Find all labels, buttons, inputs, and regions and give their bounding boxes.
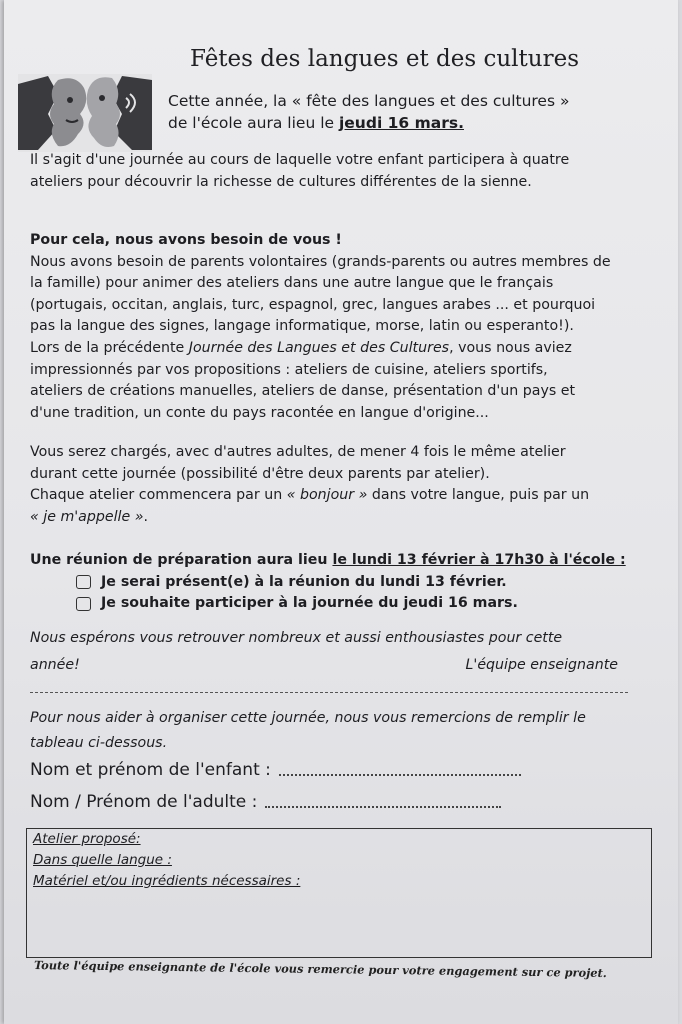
paragraph-line: Il s'agit d'une journée au cours de laquelle votre enfant participera à quatre (30, 152, 570, 168)
paragraph-line: Nous avons besoin de parents volontaires (grands-parents ou autres membres de (30, 253, 611, 270)
closing-line-2 (30, 652, 670, 679)
previous-prefix: Lors de la précédente (30, 339, 189, 356)
meeting-line (30, 550, 670, 572)
workshop-details-box[interactable] (26, 828, 652, 958)
paragraph-line: la famille) pour animer des ateliers dans une autre langue que le français (30, 275, 554, 292)
appelle-text: « je m'appelle » (30, 508, 144, 525)
closing-year: année! (30, 657, 80, 673)
event-date: jeudi 16 mars. (338, 114, 464, 132)
greeting-suffix: dans votre langue, puis par un (367, 487, 590, 504)
meeting-date: le lundi 13 février à 17h30 à l'école : (332, 552, 626, 568)
greeting-line (30, 485, 670, 507)
paragraph-line: pas la langue des signes, langage informatique, morse, latin ou esperanto!). (30, 318, 574, 335)
intro-line-2 (168, 112, 668, 134)
child-name-field[interactable] (30, 760, 521, 780)
closing-line-1: Nous espérons vous retrouver nombreux et aussi enthousiastes pour cette (30, 630, 563, 646)
intro-line-2-prefix: de l'école aura lieu le (168, 114, 339, 132)
form-intro (30, 706, 670, 756)
workshop-materials-label: Matériel et/ou ingrédients nécessaires : (33, 873, 301, 889)
paragraph-line: Vous serez chargés, avec d'autres adultes, de mener 4 fois le même atelier (30, 444, 566, 460)
paragraph-role (30, 442, 670, 528)
form-intro-line: Pour nous aider à organiser cette journée, nous vous remercions de remplir le (30, 710, 586, 726)
intro-line-1: Cette année, la « fête des langues et des cultures » (168, 92, 570, 110)
previous-event-line (30, 338, 670, 360)
appelle-end: . (143, 508, 148, 525)
paragraph-line: (portugais, occitan, anglais, turc, espagnol, grec, langues arabes ... et pourquoi (30, 296, 596, 313)
flyer-page (4, 0, 678, 1024)
bonjour-text: « bonjour » (286, 487, 368, 504)
meeting-prefix: Une réunion de préparation aura lieu (30, 552, 333, 568)
intro-block (168, 90, 668, 134)
paragraph-need (30, 230, 670, 424)
previous-event-title: Journée des Langues et des Cultures (188, 339, 450, 356)
footer-thanks: Toute l'équipe enseignante de l'école vous remercie pour votre engagement sur ce projet. (33, 958, 607, 980)
paragraph-line: durant cette journée (possibilité d'être deux parents par atelier). (30, 465, 490, 482)
workshop-language-label: Dans quelle langue : (33, 852, 172, 868)
faces-logo-icon (18, 74, 152, 152)
closing-block (30, 625, 670, 679)
option-participate-label: Je souhaite participer à la journée du jeudi 16 mars. (101, 595, 518, 612)
paragraph-purpose (30, 150, 670, 193)
paragraph-line: ateliers de créations manuelles, ateliers de danse, présentation d'un pays et (30, 383, 576, 400)
adult-name-label: Nom / Prénom de l'adulte : (30, 792, 258, 812)
greeting-prefix: Chaque atelier commencera par un (30, 487, 287, 504)
workshop-proposed-label: Atelier proposé: (33, 831, 141, 847)
previous-suffix: , vous nous aviez (449, 339, 572, 356)
child-name-input[interactable] (279, 773, 521, 776)
cut-line-divider (30, 692, 628, 693)
need-heading: Pour cela, nous avons besoin de vous ! (30, 232, 342, 248)
option-meeting-label: Je serai présent(e) à la réunion du lundi 13 février. (101, 573, 507, 590)
page-title: Fêtes des langues et des cultures (190, 46, 580, 72)
signature: L'équipe enseignante (465, 657, 618, 673)
paragraph-line: ateliers pour découvrir la richesse de cultures différentes de la sienne. (30, 173, 532, 190)
paragraph-line: d'une tradition, un conte du pays racontée en langue d'origine... (30, 404, 489, 421)
meeting-block (30, 550, 670, 615)
child-name-label: Nom et prénom de l'enfant : (30, 760, 271, 780)
option-participate[interactable] (30, 593, 670, 615)
appelle-line (30, 507, 670, 529)
checkbox-meeting[interactable] (76, 575, 91, 589)
option-meeting[interactable] (30, 572, 670, 594)
form-intro-line: tableau ci-dessous. (30, 735, 168, 751)
paragraph-line: impressionnés par vos propositions : ateliers de cuisine, ateliers sportifs, (30, 361, 548, 378)
adult-name-field[interactable] (30, 792, 501, 812)
adult-name-input[interactable] (265, 805, 501, 808)
checkbox-participate[interactable] (76, 597, 91, 611)
